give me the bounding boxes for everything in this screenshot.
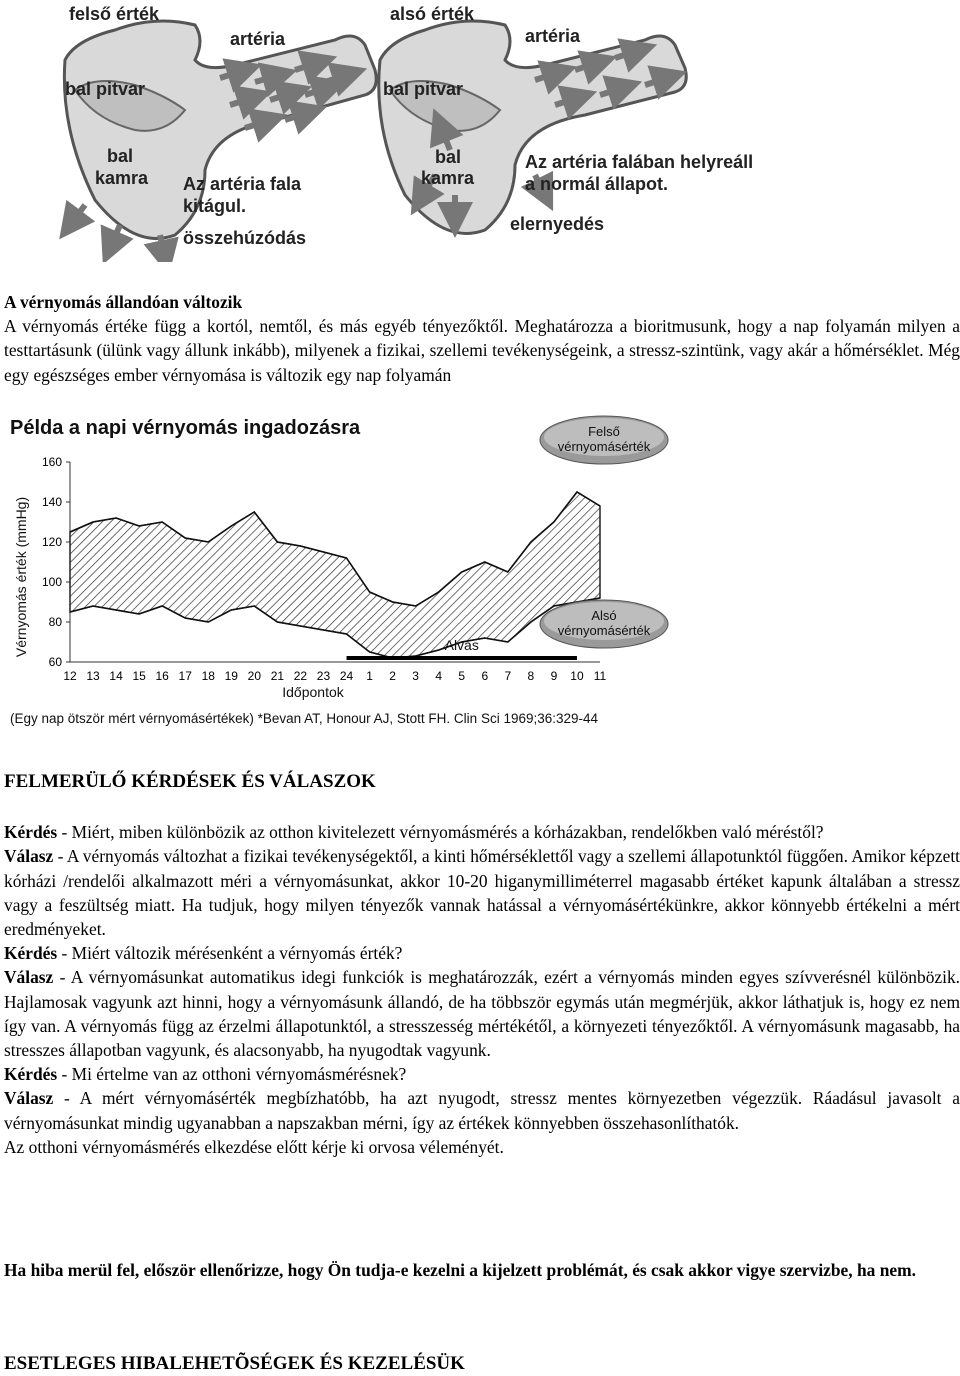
warning-text: Ha hiba merül fel, először ellenőrizze, hogy Ön tudja-e kezelni a kijelzett problémát, és csak akkor vigye szervizbe, ha nem. [4,1260,916,1280]
faq-q3 [4,1062,960,1086]
bp-chart [8,412,688,732]
x-tick-label: 5 [458,669,466,683]
q-label: Kérdés [4,943,58,964]
left-ventricle-label-1: bal [107,146,134,166]
faq-a3 [4,1086,960,1134]
x-tick-label: 17 [178,669,192,683]
x-tick-label: 7 [504,669,512,683]
x-tick-label: 19 [224,669,238,683]
heart-diagram [55,0,775,262]
chart-footnote: (Egy nap ötször mért vérnyomásértékek) *Bevan AT, Honour AJ, Stott FH. Clin Sci 1969;36:329-44 [10,711,599,726]
a1-text: - A vérnyomás változhat a fizikai tevékenységektől, a kinti hőmérséklettől vagy a szellemi állapotunktól függően. Amikor képzett kórházi /rendelői alkalmazott méri a vérnyomásunkat, akkor 10-20 higanymilliméterrel magasabb értéket kapunk általában a stressz vagy a feszültség miatt. Ha tudjuk, hogy milyen tényezők vannak hatással a vérnyomásértékünkre, akkor könnyebb értékelni a mért eredményeket. [4,846,960,940]
warning-section [4,1258,960,1282]
errors-title: ESETLEGES HIBALEHETÕSÉGEK ÉS KEZELÉSÜK [4,1353,465,1374]
left-title: felső érték [69,4,160,24]
x-tick-label: 12 [63,669,77,683]
right-ventricle-label-1: bal [435,147,462,167]
left-artery-label: artéria [230,29,286,49]
y-tick-label: 160 [41,455,62,469]
y-tick-label: 60 [48,655,62,669]
chart-x-label: Időpontok [282,684,344,700]
intro-heading: A vérnyomás állandóan változik [4,292,243,312]
left-ventricle-label-2: kamra [95,168,149,188]
right-note-2: a normál állapot. [525,174,669,194]
x-tick-label: 24 [339,669,354,683]
y-tick-label: 140 [41,495,62,509]
heart-left-panel [64,4,376,258]
q-label: Kérdés [4,822,58,843]
x-tick-label: 3 [412,669,419,683]
x-tick-label: 18 [201,669,215,683]
right-artery-label: artéria [525,26,581,46]
faq-a1 [4,844,960,941]
left-atrium-label: bal pitvar [65,79,146,99]
faq-q1 [4,820,960,844]
legend-lower-line2: vérnyomásérték [557,623,651,638]
chart-x-ticks [63,669,606,683]
x-tick-label: 11 [593,669,607,683]
intro-body: A vérnyomás értéke függ a kortól, nemtől, és más egyéb tényezőktől. Meghatározza a bioritmusunk, hogy a nap folyamán milyen a testtartásunk (ülünk vagy állunk inkább), milyenek a fizikai, szellemi tevékenységeink, a stressz-szintünk, vagy akár a hőmérséklet. Még egy egészséges ember vérnyomása is változik egy nap folyamán [4,316,960,385]
faq-section [4,770,960,1159]
a3-text: - A mért vérnyomásérték megbízhatóbb, ha azt nyugodt, stressz mentes környezetben végezzük. Ráadásul javasolt a vérnyomásunkat mindig ugyanabban a napszakban mérni, így az értékek könnyebben összehasonlíthatók. [4,1088,960,1133]
x-tick-label: 23 [316,669,331,683]
legend-lower-line1: Alsó [591,608,617,623]
faq-q2 [4,941,960,965]
left-note-1: Az artéria fala [183,174,302,194]
legend-upper-line1: Felső [588,424,620,439]
x-tick-label: 2 [389,669,396,683]
x-tick-label: 16 [155,669,169,683]
chart-bp-band [70,492,600,658]
a-label: Válasz [4,1088,54,1109]
errors-section [4,1352,960,1376]
q1-text: - Miért, miben különbözik az otthon kivitelezett vérnyomásmérés a kórházakban, rendelőkben való méréstől? [57,822,824,843]
intro-section [4,290,960,387]
x-tick-label: 20 [247,669,262,683]
right-atrium-label: bal pitvar [383,79,464,99]
faq-title: FELMERÜLŐ KÉRDÉSEK ÉS VÁLASZOK [4,771,376,792]
x-tick-label: 8 [527,669,535,683]
right-title: alsó érték [390,4,475,24]
x-tick-label: 9 [550,669,558,683]
y-tick-label: 100 [41,575,62,589]
x-tick-label: 14 [109,669,123,683]
a-label: Válasz [4,967,54,988]
heart-right-panel [379,4,753,234]
q-label: Kérdés [4,1064,58,1085]
faq-note: Az otthoni vérnyomásmérés elkezdése előtt kérje ki orvosa véleményét. [4,1136,504,1157]
y-tick-label: 80 [48,615,62,629]
left-note-2: kitágul. [183,196,247,216]
right-phase: elernyedés [510,214,605,234]
x-tick-label: 10 [570,669,584,683]
legend-lower [540,600,668,648]
faq-a2 [4,965,960,1062]
a2-text: - A vérnyomásunkat automatikus idegi funkciók is meghatározzák, ezért a vérnyomás minden egyes szívverésnél különbözik. Hajlamosak vagyunk azt hinni, hogy a vérnyomásunk állandó, de ha többször egymás után megmérjük, akkor láthatjuk is, hogy ez nem így van. A vérnyomás függ az érzelmi állapotunktól, a stresszesség mértékétől, a környezeti tényezőktől. A vérnyomásunk magasabb, ha stresszes állapotban vagyunk, és alacsonyabb, ha nyugodtak vagyunk. [4,967,960,1061]
x-tick-label: 1 [366,669,373,683]
left-phase: összehúzódás [183,228,307,248]
q3-text: - Mi értelme van az otthoni vérnyomásmérésnek? [57,1064,407,1085]
chart-y-label: Vérnyomás érték (mmHg) [13,496,29,658]
a-label: Válasz [4,846,54,867]
q2-text: - Miért változik mérésenként a vérnyomás érték? [57,943,403,964]
x-tick-label: 6 [481,669,489,683]
right-ventricle-label-2: kamra [421,168,475,188]
right-note-1: Az artéria falában helyreáll [525,152,754,172]
legend-upper-line2: vérnyomásérték [557,439,651,454]
x-tick-label: 13 [86,669,100,683]
x-tick-label: 4 [435,669,443,683]
legend-upper [540,416,668,464]
x-tick-label: 21 [270,669,285,683]
y-tick-label: 120 [41,535,62,549]
sleep-annotation: Alvás [444,637,479,653]
x-tick-label: 15 [132,669,146,683]
chart-title: Példa a napi vérnyomás ingadozásra [10,417,361,439]
x-tick-label: 22 [293,669,308,683]
